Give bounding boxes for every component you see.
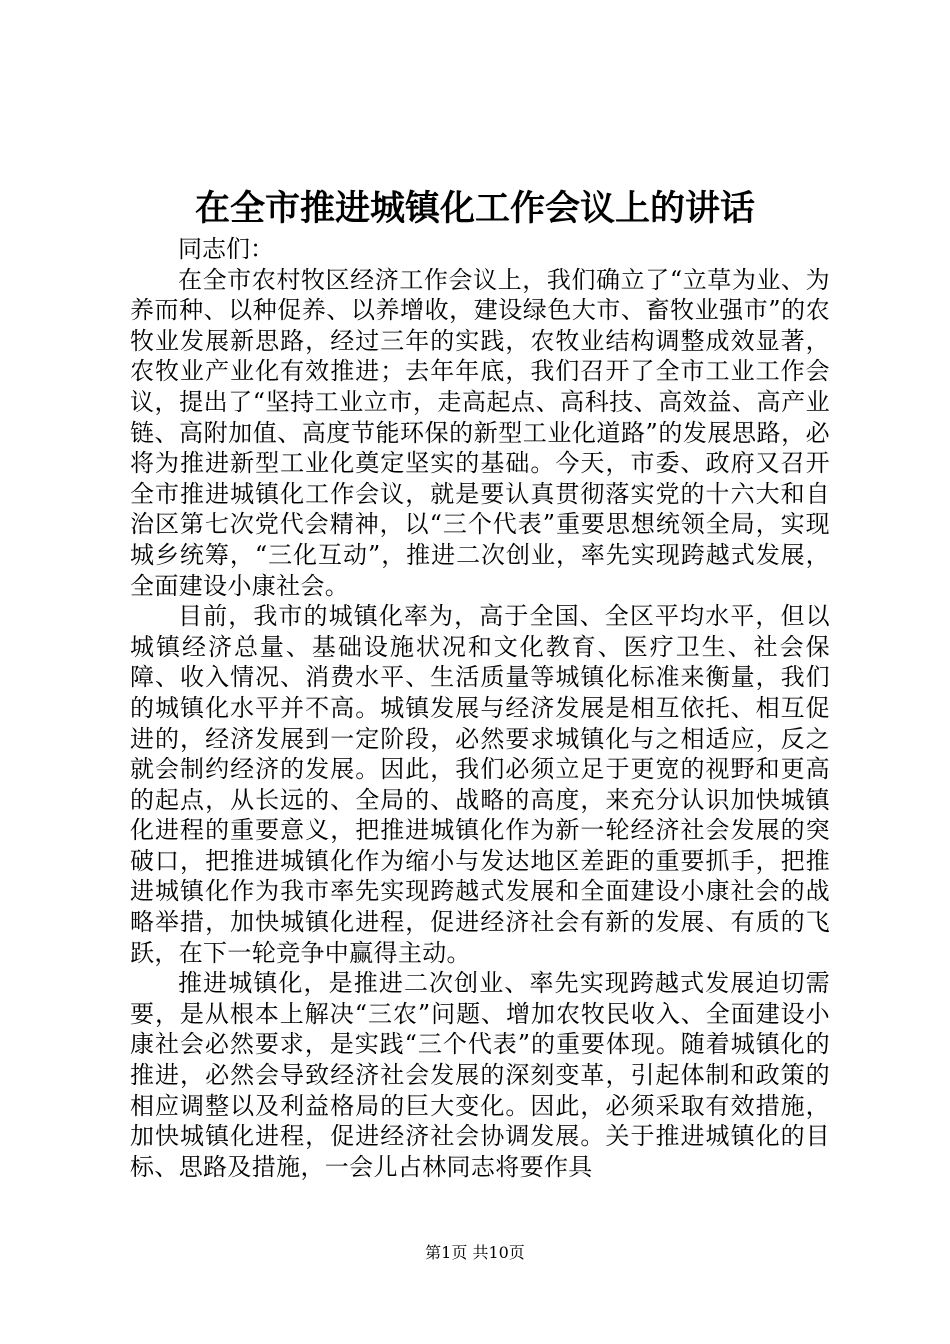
document-body — [130, 234, 830, 1182]
document-title: 在全市推进城镇化工作会议上的讲话 — [194, 188, 755, 229]
paragraph-1: 在全市农村牧区经济工作会议上，我们确立了“立草为业、为养而种、以种促养、以养增收，建设绿色大市、畜牧业强市”的农牧业发展新思路，经过三年的实践，农牧业结构调整成效显著，农牧业产业化有效推进；去年年底，我们召开了全市工业工作会议，提出了“坚持工业立市，走高起点、高科技、高效益、高产业链、高附加值、高度节能环保的新型工业化道路”的发展思路，必将为推进新型工业化奠定坚实的基础。今天，市委、政府又召开全市推进城镇化工作会议，就是要认真贯彻落实党的十六大和自治区第七次党代会精神，以“三个代表”重要思想统领全局，实现城乡统筹，“三化互动”，推进二次创业，率先实现跨越式发展，全面建设小康社会。 — [130, 265, 830, 600]
paragraph-2: 目前，我市的城镇化率为，高于全国、全区平均水平，但以城镇经济总量、基础设施状况和文化教育、医疗卫生、社会保障、收入情况、消费水平、生活质量等城镇化标准来衡量，我们的城镇化水平并不高。城镇发展与经济发展是相互依托、相互促进的，经济发展到一定阶段，必然要求城镇化与之相适应，反之就会制约经济的发展。因此，我们必须立足于更宽的视野和更高的起点，从长远的、全局的、战略的高度，来充分认识加快城镇化进程的重要意义，把推进城镇化作为新一轮经济社会发展的突破口，把推进城镇化作为缩小与发达地区差距的重要抓手，把推进城镇化作为我市率先实现跨越式发展和全面建设小康社会的战略举措，加快城镇化进程，促进经济社会有新的发展、有质的飞跃，在下一轮竞争中赢得主动。 — [130, 602, 830, 967]
salutation: 同志们： — [178, 235, 274, 263]
page-footer: 第1页 共10页 — [425, 1243, 525, 1262]
paragraph-3: 推进城镇化，是推进二次创业、率先实现跨越式发展迫切需要，是从根本上解决“三农”问题、增加农牧民收入、全面建设小康社会必然要求，是实践“三个代表”的重要体现。随着城镇化的推进，必然会导致经济社会发展的深刻变革，引起体制和政策的相应调整以及利益格局的巨大变化。因此，必须采取有效措施，加快城镇化进程，促进经济社会协调发展。关于推进城镇化的目标、思路及措施，一会儿占林同志将要作具 — [130, 969, 830, 1181]
